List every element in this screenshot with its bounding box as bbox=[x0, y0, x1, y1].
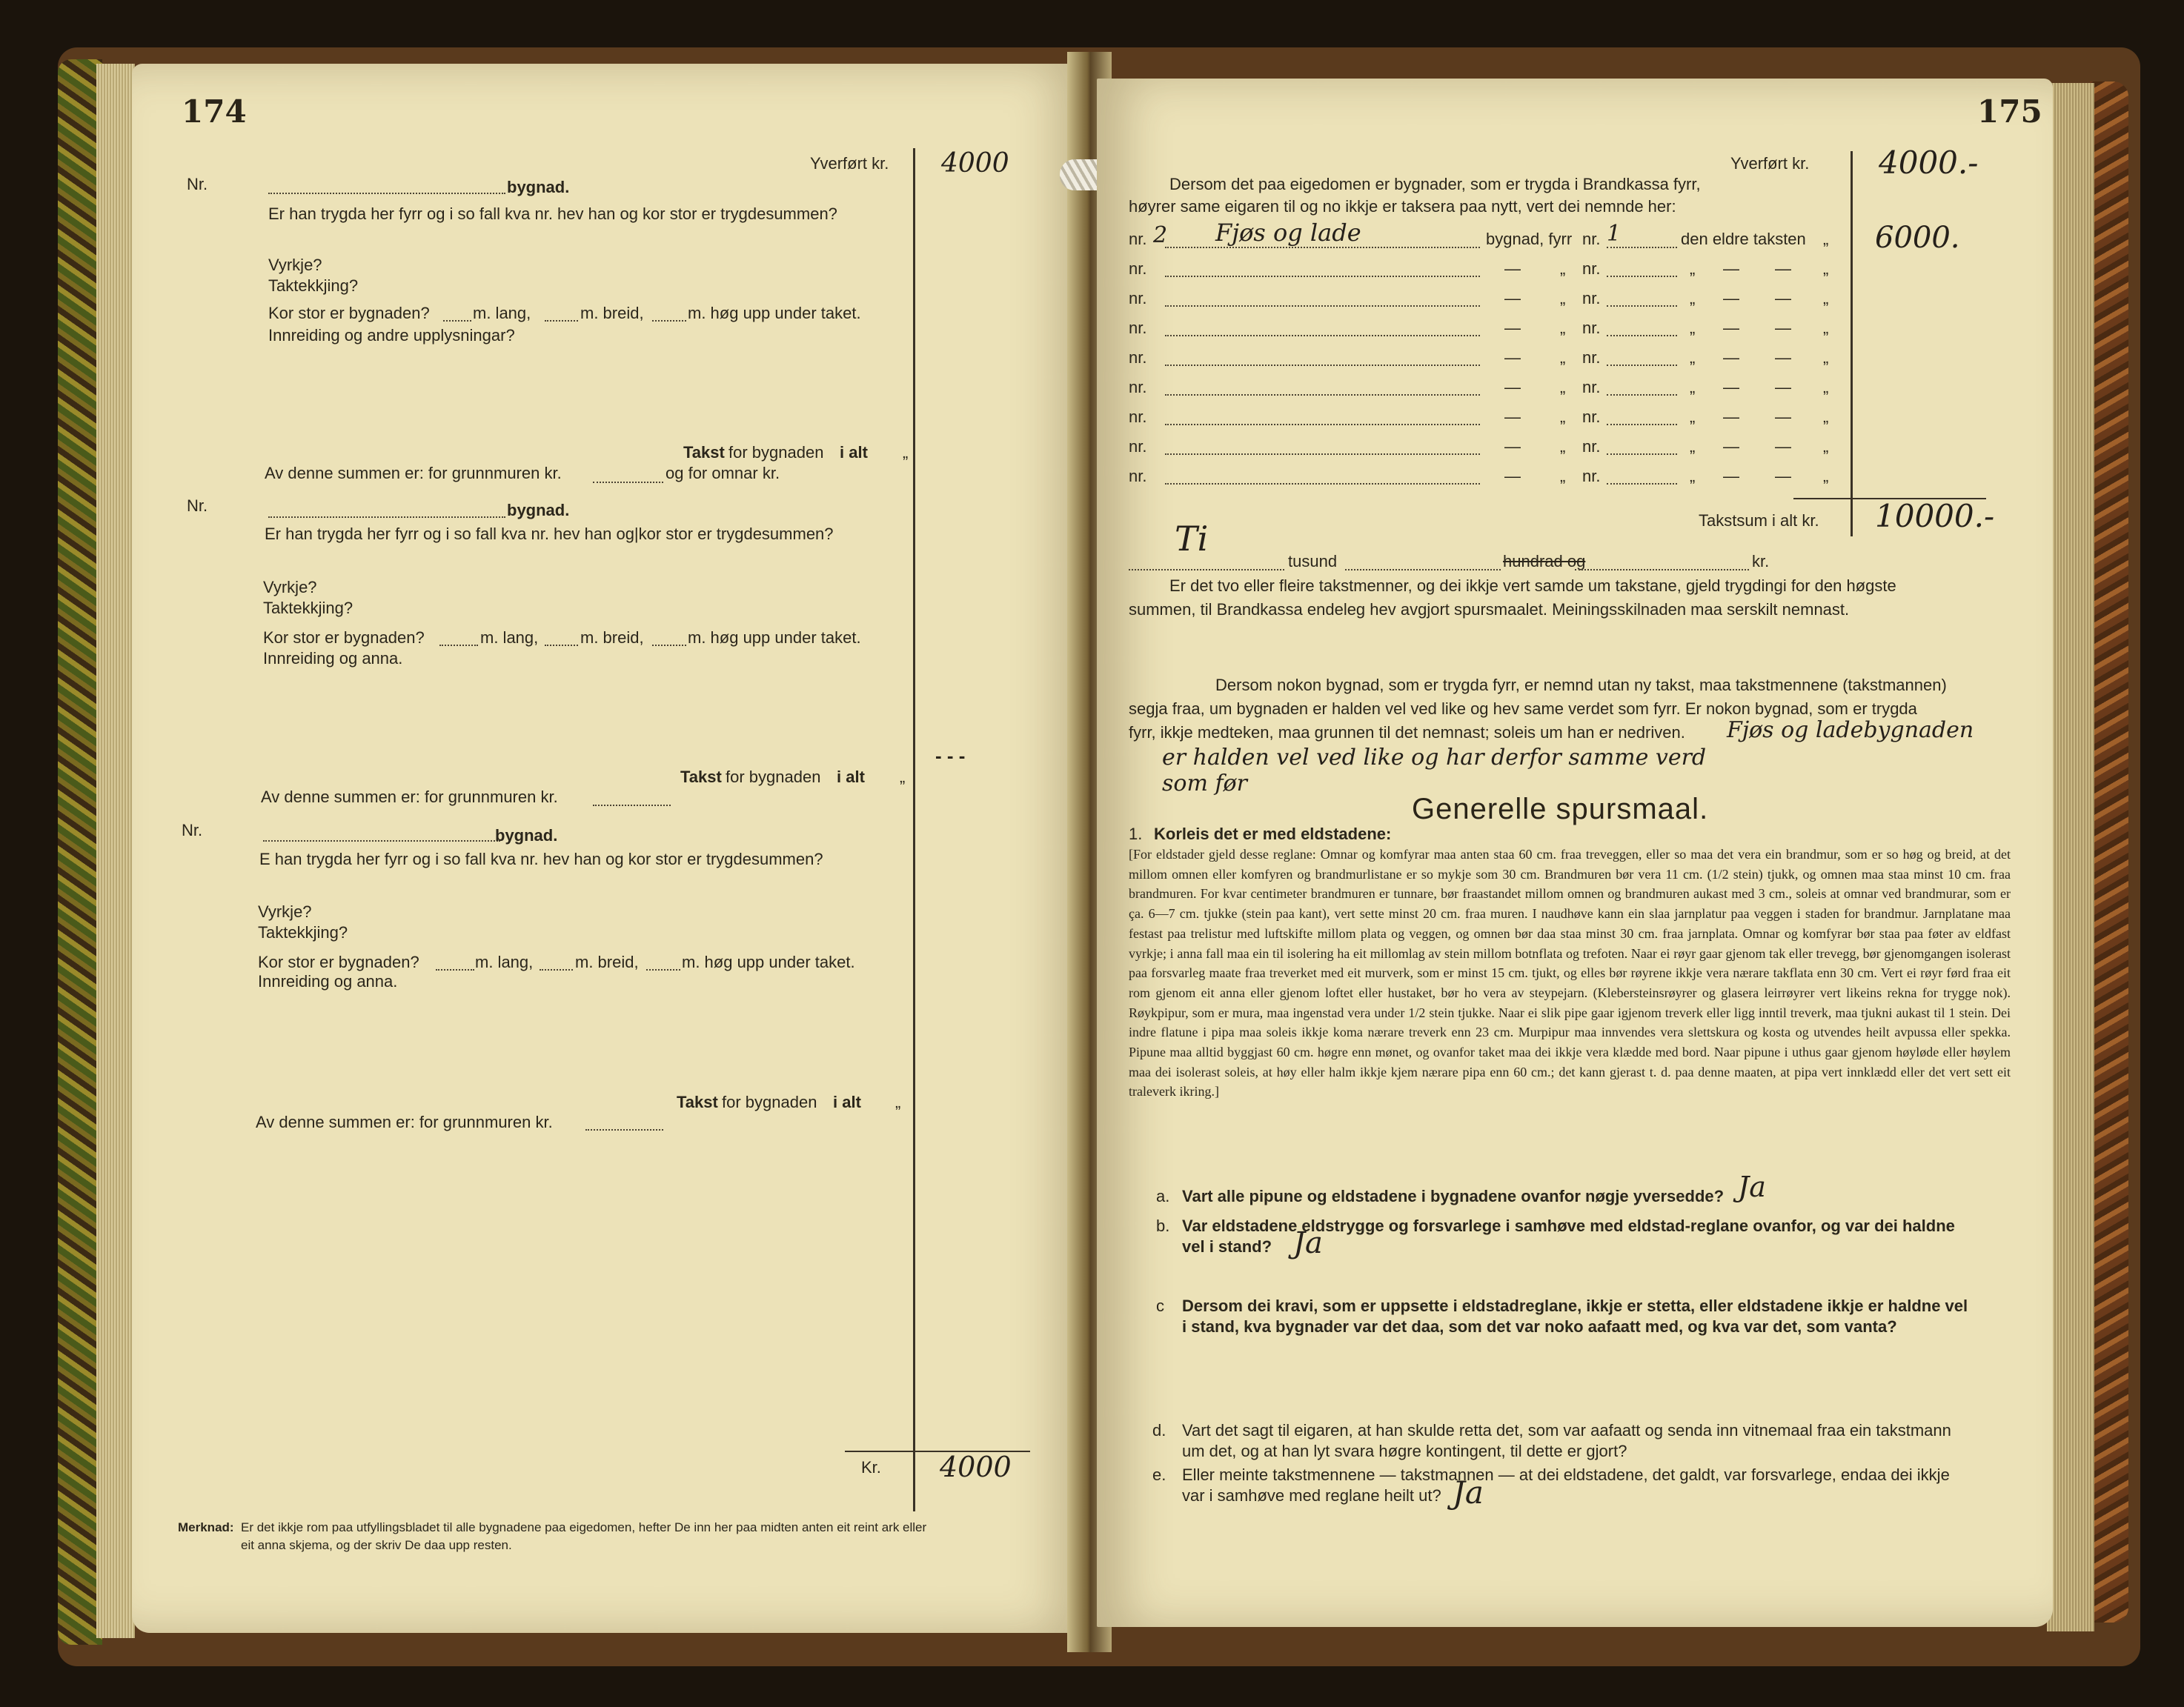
tusund-label: tusund bbox=[1288, 552, 1338, 570]
grunnmuren-label-1: Av denne summen er: for grunnmuren kr. bbox=[265, 464, 562, 482]
qc-text-1: Dersom dei kravi, som er uppsette i eldstadreglane, ikkje er stetta, eller eldstadene ikkje er haldne vel bbox=[1182, 1297, 1968, 1315]
quote-mark-1: „ bbox=[903, 443, 909, 462]
breid-label-1: m. breid, bbox=[580, 304, 644, 322]
takst-label-3: Takst bbox=[677, 1093, 718, 1111]
takst-text-1: for bygnaden bbox=[728, 443, 824, 462]
empty-row-dash: — bbox=[1504, 467, 1521, 485]
i-alt-label-1: i alt bbox=[840, 443, 868, 462]
empty-row-quote-2: „ bbox=[1690, 437, 1696, 456]
empty-row-dash-3: — bbox=[1775, 348, 1791, 367]
row1-fyrr-nr-value: 1 bbox=[1607, 221, 1622, 247]
amount-column-rule-left bbox=[913, 148, 915, 1511]
empty-row-quote-3: „ bbox=[1823, 348, 1829, 367]
kor-stor-label-2: Kor stor er bygnaden? bbox=[263, 628, 425, 647]
bygnad-label-1: bygnad. bbox=[507, 178, 570, 196]
i-alt-label-3: i alt bbox=[833, 1093, 861, 1111]
empty-row-fyrr-dots bbox=[1607, 394, 1677, 396]
bygnad-label-3: bygnad. bbox=[495, 826, 558, 845]
empty-row-dash-2: — bbox=[1723, 348, 1739, 367]
empty-row-nr2-label: nr. bbox=[1582, 319, 1601, 337]
row1-fyrr-nr-label: nr. bbox=[1582, 230, 1601, 248]
empty-row-nr-label: nr. bbox=[1129, 348, 1147, 367]
hog-label-2: m. høg upp under taket. bbox=[688, 628, 861, 647]
empty-row-dash-3: — bbox=[1775, 289, 1791, 307]
breid-dots-2 bbox=[545, 645, 578, 646]
q1-heading: Korleis det er med eldstadene: bbox=[1154, 825, 1392, 843]
empty-row-quote: „ bbox=[1560, 348, 1566, 367]
lang-dots-1 bbox=[443, 320, 471, 322]
kr-value-left: 4000 bbox=[940, 1451, 1012, 1483]
empty-row-dash-3: — bbox=[1775, 259, 1791, 278]
qc-label: c bbox=[1156, 1297, 1164, 1315]
empty-row-nr-label: nr. bbox=[1129, 407, 1147, 426]
empty-row-dash-3: — bbox=[1775, 467, 1791, 485]
nr-label-3: Nr. bbox=[182, 821, 203, 839]
takstsum-label: Takstsum i alt kr. bbox=[1699, 511, 1819, 530]
breid-label-3: m. breid, bbox=[575, 953, 639, 971]
lang-label-1: m. lang, bbox=[473, 304, 531, 322]
qe-label: e. bbox=[1152, 1465, 1166, 1484]
empty-row-dots bbox=[1165, 394, 1480, 396]
empty-row-dash-2: — bbox=[1723, 319, 1739, 337]
taktekkjing-label-1: Taktekkjing? bbox=[268, 276, 359, 295]
yverfort-value-right: 4000.- bbox=[1879, 144, 1979, 181]
qb-answer: Ja bbox=[1293, 1226, 1323, 1260]
omnar-label-1: og for omnar kr. bbox=[666, 464, 780, 482]
empty-row-quote-3: „ bbox=[1823, 407, 1829, 426]
empty-row-dash-3: — bbox=[1775, 407, 1791, 426]
kor-stor-label-1: Kor stor er bygnaden? bbox=[268, 304, 430, 322]
empty-row-nr-label: nr. bbox=[1129, 319, 1147, 337]
qc-text-2: i stand, kva bygnader var det daa, som det var noko aafaatt med, og kva var det, som vanta? bbox=[1182, 1317, 1897, 1336]
empty-row-dots bbox=[1165, 424, 1480, 425]
empty-row-quote-3: „ bbox=[1823, 319, 1829, 337]
empty-row-nr2-label: nr. bbox=[1582, 467, 1601, 485]
para1-line-1: Er det tvo eller fleire takstmenner, og dei ikkje vert samde um takstane, gjeld trygdingi for den høgste bbox=[1169, 576, 1896, 595]
empty-row-quote-2: „ bbox=[1690, 348, 1696, 367]
dash-mark-left: - - - bbox=[935, 745, 966, 767]
yverfort-value-left: 4000 bbox=[941, 148, 1009, 179]
taktekkjing-label-2: Taktekkjing? bbox=[263, 599, 354, 617]
row1-value: 6000. bbox=[1875, 221, 1960, 255]
kr-dots bbox=[1575, 569, 1749, 570]
lang-dots-2 bbox=[439, 645, 478, 646]
empty-row-dots bbox=[1165, 365, 1480, 366]
qa-label: a. bbox=[1156, 1187, 1170, 1205]
empty-row-fyrr-dots bbox=[1607, 305, 1677, 307]
empty-row-quote: „ bbox=[1560, 378, 1566, 396]
qd-text-1: Vart det sagt til eigaren, at han skulde retta det, som var aafaatt og senda inn vitnemaal fraa ein takstmann bbox=[1182, 1421, 1951, 1440]
grunnmuren-label-2: Av denne summen er: for grunnmuren kr. bbox=[261, 788, 558, 806]
merknad-label: Merknad: bbox=[178, 1520, 234, 1534]
empty-row-dots bbox=[1165, 483, 1480, 485]
empty-row-fyrr-dots bbox=[1607, 365, 1677, 366]
empty-row-nr2-label: nr. bbox=[1582, 437, 1601, 456]
empty-row-dash-3: — bbox=[1775, 378, 1791, 396]
empty-row-dash-2: — bbox=[1723, 259, 1739, 278]
empty-row-quote-3: „ bbox=[1823, 437, 1829, 456]
empty-row-quote-2: „ bbox=[1690, 259, 1696, 278]
takst-text-2: for bygnaden bbox=[726, 768, 821, 786]
qa-text: Vart alle pipune og eldstadene i bygnadene ovanfor nøgje yversedde? bbox=[1182, 1187, 1725, 1205]
nr-label-2: Nr. bbox=[187, 496, 208, 515]
takstsum-value: 10000.- bbox=[1875, 498, 1995, 534]
para2-line-2: segja fraa, um bygnaden er halden vel ved like og hev same verdet som fyrr. Er nokon bygnad, som er trygda bbox=[1129, 699, 1917, 718]
nr-label-1: Nr. bbox=[187, 175, 208, 193]
innreiding-label-2: Innreiding og anna. bbox=[263, 649, 403, 668]
kr-label-right: kr. bbox=[1752, 552, 1770, 570]
vyrkje-label-1: Vyrkje? bbox=[268, 256, 322, 274]
question-trygda-3: E han trygda her fyrr og i so fall kva nr. hev han og kor stor er trygdesummen? bbox=[259, 850, 823, 868]
empty-row-dash: — bbox=[1504, 319, 1521, 337]
breid-dots-1 bbox=[545, 320, 578, 322]
eldstad-rules-text: [For eldstader gjeld desse reglane: Omnar og komfyrar maa anten staa 60 cm. fraa treveggen, eller so maa det vera ein brandmur, som er so høg og breid, at det millom omnen eller komfyren og brandmurlistane er so mykje som 30 cm. Brandmuren bør vera 11 cm. (1/2 stein) tjukk, og omnen maa staa minst 10 cm. fraa brandmuren. For kvar centimeter brandmuren er tunnare, bør fraastandet millom omnen og brandmuren aukast med 3 cm., soleis at omnar ved brandmurar, som er ça. 6—7 cm. tjukke (stein paa kant), vert sette minst 20 cm. fraa muren. I naudhøve kann ein slaa jarnplatur paa veggen i staden for brandmur. Jarnplatane maa festast paa trelistur med luftskifte millom plata og veggen, og omnen bør daa staa minst 30 cm. fraa jarnplata. Omnar og komfyrar bør staa paa føter av eldfast vyrkje; i anna fall maa ein til isolering ha eit millomlag av stein millom botnflata og trefoten. Naar ei røyr gaar gjenom tak eller trevegg, bør gjenomgangen isolerast paa forsvarleg maate fraa treverket med eit murverk, som er minst 15 cm. tjukt, og elles bør røyrene ikkje vera nærare takflata enn 30 cm. Vert ei røyr førd fraa eit rom gjenom eit anna eller gjenom loftet eller hustaket, bør ho vera av steypejarn. (Klebersteinsrøyrer og glasera leirrøyrer vert likeins rekna for trygge nok). Røykpipur, som er mura, maa ingenstad vera under 1/2 stein tjukke. Naar ei slik pipe gaar igjenom treverk eller ligg inntil treverk, maa tjukni aukast til 1 stein. Dei indre flatune i pipa maa soleis ikkje koma nærare treverk enn 23 cm. Murpipur maa innvendes vera slettskura og kosta og utvendes heilt avpussa eller spekka. Pipune maa alltid byggjast 60 cm. høgre enn mønet, og ovanfor taket maa dei ikkje vera klædde med bord. Naar pipune i uthus gaar gjenom høyløde eller høylem maa dei isolerast soleis, at høy eller halm ikkje kjem nærare pipa enn 60 cm.; det kann gjerast t. d. paa denne maaten, at pipa vert innklædd eller det vert sett eit traleverk ikring.] bbox=[1129, 847, 2011, 1099]
row1-quote: „ bbox=[1823, 230, 1829, 248]
vyrkje-label-3: Vyrkje? bbox=[258, 902, 312, 921]
intro-line-1: Dersom det paa eigedomen er bygnader, som er trygda i Brandkassa fyrr, bbox=[1169, 175, 1701, 193]
empty-row-quote-3: „ bbox=[1823, 467, 1829, 485]
empty-row-fyrr-dots bbox=[1607, 483, 1677, 485]
empty-row-nr-label: nr. bbox=[1129, 289, 1147, 307]
empty-row-nr-label: nr. bbox=[1129, 437, 1147, 456]
qb-text-2: vel i stand? bbox=[1182, 1237, 1272, 1256]
bygnad-dots-3 bbox=[263, 840, 500, 842]
empty-row-dots bbox=[1165, 453, 1480, 455]
empty-row-nr2-label: nr. bbox=[1582, 259, 1601, 278]
empty-row-dash: — bbox=[1504, 378, 1521, 396]
qe-answer: Ja bbox=[1453, 1474, 1484, 1511]
row1-eldre-takst: den eldre taksten bbox=[1681, 230, 1806, 248]
q1-number: 1. bbox=[1129, 825, 1143, 843]
question-trygda-1: Er han trygda her fyrr og i so fall kva nr. hev han og kor stor er trygdesummen? bbox=[268, 204, 837, 223]
quote-mark-2: „ bbox=[900, 768, 906, 786]
question-trygda-2: Er han trygda her fyrr og i so fall kva nr. hev han og|kor stor er trygdesummen? bbox=[265, 525, 834, 543]
qe-text-2: var i samhøve med reglane heilt ut? bbox=[1182, 1486, 1441, 1505]
amount-column-rule-right bbox=[1851, 151, 1853, 536]
empty-row-dash-3: — bbox=[1775, 437, 1791, 456]
para2-line-3: fyrr, ikkje medteken, maa grunnen til det nemnast; soleis um han er nedriven. bbox=[1129, 723, 1685, 742]
hog-dots-2 bbox=[652, 645, 686, 646]
empty-row-dash: — bbox=[1504, 348, 1521, 367]
merknad-line-1: Er det ikkje rom paa utfyllingsbladet til alle bygnadene paa eigedomen, hefter De inn her paa midten anten eit reint ark eller bbox=[241, 1520, 927, 1534]
innreiding-label-1: Innreiding og andre upplysningar? bbox=[268, 326, 515, 345]
empty-row-quote-3: „ bbox=[1823, 378, 1829, 396]
empty-row-quote-3: „ bbox=[1823, 259, 1829, 278]
empty-row-nr-label: nr. bbox=[1129, 259, 1147, 278]
marbled-edge-right bbox=[2090, 81, 2128, 1623]
page-edges-right bbox=[2047, 83, 2094, 1631]
kr-label-left: Kr. bbox=[861, 1458, 881, 1477]
empty-row-fyrr-dots bbox=[1607, 335, 1677, 336]
row1-dots bbox=[1165, 247, 1480, 248]
para2-line-1: Dersom nokon bygnad, som er trygda fyrr, er nemnd utan ny takst, maa takstmennene (takstmannen) bbox=[1215, 676, 1947, 694]
empty-row-quote-3: „ bbox=[1823, 289, 1829, 307]
empty-row-dots bbox=[1165, 276, 1480, 277]
breid-dots-3 bbox=[540, 969, 573, 971]
empty-row-quote: „ bbox=[1560, 467, 1566, 485]
empty-row-quote: „ bbox=[1560, 437, 1566, 456]
section-title: Generelle spursmaal. bbox=[1412, 793, 1709, 825]
qd-label: d. bbox=[1152, 1421, 1166, 1440]
tusund-value: Ti bbox=[1175, 519, 1209, 559]
empty-row-nr2-label: nr. bbox=[1582, 378, 1601, 396]
bygnad-label-2: bygnad. bbox=[507, 501, 570, 519]
empty-row-quote-2: „ bbox=[1690, 289, 1696, 307]
empty-row-fyrr-dots bbox=[1607, 424, 1677, 425]
vyrkje-label-2: Vyrkje? bbox=[263, 578, 317, 596]
empty-row-dash-2: — bbox=[1723, 289, 1739, 307]
empty-row-dots bbox=[1165, 335, 1480, 336]
empty-row-nr2-label: nr. bbox=[1582, 407, 1601, 426]
row1-bygnad-fyrr: bygnad, fyrr bbox=[1486, 230, 1573, 248]
empty-row-dash: — bbox=[1504, 407, 1521, 426]
empty-row-dash: — bbox=[1504, 289, 1521, 307]
i-alt-label-2: i alt bbox=[837, 768, 865, 786]
grunnmuren-dots-2 bbox=[593, 805, 671, 806]
empty-row-dash-2: — bbox=[1723, 378, 1739, 396]
lang-dots-3 bbox=[436, 969, 474, 971]
row1-building-name: Fjøs og lade bbox=[1215, 219, 1361, 247]
merknad-line-2: eit anna skjema, og der skriv De daa upp resten. bbox=[241, 1538, 512, 1552]
hog-dots-1 bbox=[652, 320, 686, 322]
takst-text-3: for bygnaden bbox=[722, 1093, 817, 1111]
row1-nr-label: nr. bbox=[1129, 230, 1147, 248]
grunnmuren-dots-3 bbox=[585, 1129, 663, 1131]
page-edges-left bbox=[96, 64, 135, 1638]
qb-text-1: Var eldstadene eldstrygge og forsvarlege i samhøve med eldstad-reglane ovanfor, og var dei haldne bbox=[1182, 1217, 1955, 1235]
yverfort-label-left: Yverført kr. bbox=[810, 154, 889, 173]
page-number-right: 175 bbox=[1977, 93, 2042, 130]
lang-label-2: m. lang, bbox=[480, 628, 539, 647]
empty-row-nr-label: nr. bbox=[1129, 378, 1147, 396]
qd-text-2: um det, og at han lyt svara høgre kontingent, til dette er gjort? bbox=[1182, 1442, 1627, 1460]
para1-line-2: summen, til Brandkassa endeleg hev avgjort spursmaalet. Meiningsskilnaden maa serskilt nemnast. bbox=[1129, 600, 1850, 619]
qb-label: b. bbox=[1156, 1217, 1170, 1235]
left-page bbox=[132, 64, 1086, 1633]
empty-row-dash: — bbox=[1504, 437, 1521, 456]
grunnmuren-dots-1 bbox=[593, 482, 663, 483]
taktekkjing-label-3: Taktekkjing? bbox=[258, 923, 348, 942]
bygnad-dots-1 bbox=[268, 193, 505, 194]
row1-fyrr-dots bbox=[1607, 247, 1677, 248]
breid-label-2: m. breid, bbox=[580, 628, 644, 647]
empty-row-fyrr-dots bbox=[1607, 453, 1677, 455]
hundrad-label: hundrad og bbox=[1503, 552, 1586, 570]
empty-row-quote-2: „ bbox=[1690, 467, 1696, 485]
qa-answer: Ja bbox=[1738, 1171, 1766, 1203]
yverfort-label-right: Yverført kr. bbox=[1730, 154, 1810, 173]
takst-label-1: Takst bbox=[683, 443, 725, 462]
empty-row-dash-2: — bbox=[1723, 407, 1739, 426]
hog-label-3: m. høg upp under taket. bbox=[682, 953, 855, 971]
handwritten-note-2: er halden vel ved like og har derfor samme verd bbox=[1162, 745, 1707, 771]
empty-row-dash-3: — bbox=[1775, 319, 1791, 337]
tusund-dots bbox=[1129, 569, 1284, 570]
empty-row-quote: „ bbox=[1560, 319, 1566, 337]
empty-row-nr2-label: nr. bbox=[1582, 289, 1601, 307]
empty-row-quote: „ bbox=[1560, 407, 1566, 426]
empty-row-nr2-label: nr. bbox=[1582, 348, 1601, 367]
empty-row-quote: „ bbox=[1560, 259, 1566, 278]
intro-line-2: høyrer same eigaren til og no ikkje er taksera paa nytt, vert dei nemnde her: bbox=[1129, 197, 1676, 216]
handwritten-note-1: Fjøs og ladebygnaden bbox=[1727, 717, 1974, 743]
hog-label-1: m. høg upp under taket. bbox=[688, 304, 861, 322]
takst-label-2: Takst bbox=[680, 768, 722, 786]
row1-nr-value: 2 bbox=[1153, 222, 1168, 248]
empty-row-dash: — bbox=[1504, 259, 1521, 278]
kor-stor-label-3: Kor stor er bygnaden? bbox=[258, 953, 419, 971]
empty-row-quote: „ bbox=[1560, 289, 1566, 307]
empty-row-dash-2: — bbox=[1723, 437, 1739, 456]
hundrad-dots bbox=[1345, 569, 1501, 570]
empty-row-dash-2: — bbox=[1723, 467, 1739, 485]
empty-row-nr-label: nr. bbox=[1129, 467, 1147, 485]
marbled-edge-left bbox=[58, 59, 102, 1645]
quote-mark-3: „ bbox=[895, 1093, 901, 1111]
empty-row-quote-2: „ bbox=[1690, 378, 1696, 396]
innreiding-label-3: Innreiding og anna. bbox=[258, 972, 398, 991]
qe-text-1: Eller meinte takstmennene — takstmannen — at dei eldstadene, det galdt, var forsvarlege, endaa dei ikkje bbox=[1182, 1465, 1950, 1484]
empty-row-quote-2: „ bbox=[1690, 407, 1696, 426]
empty-row-fyrr-dots bbox=[1607, 276, 1677, 277]
empty-row-quote-2: „ bbox=[1690, 319, 1696, 337]
page-number-left: 174 bbox=[182, 93, 247, 130]
grunnmuren-label-3: Av denne summen er: for grunnmuren kr. bbox=[256, 1113, 553, 1131]
bygnad-dots-2 bbox=[268, 516, 505, 518]
handwritten-note-3: som før bbox=[1162, 771, 1247, 796]
lang-label-3: m. lang, bbox=[475, 953, 534, 971]
empty-row-dots bbox=[1165, 305, 1480, 307]
hog-dots-3 bbox=[646, 969, 680, 971]
